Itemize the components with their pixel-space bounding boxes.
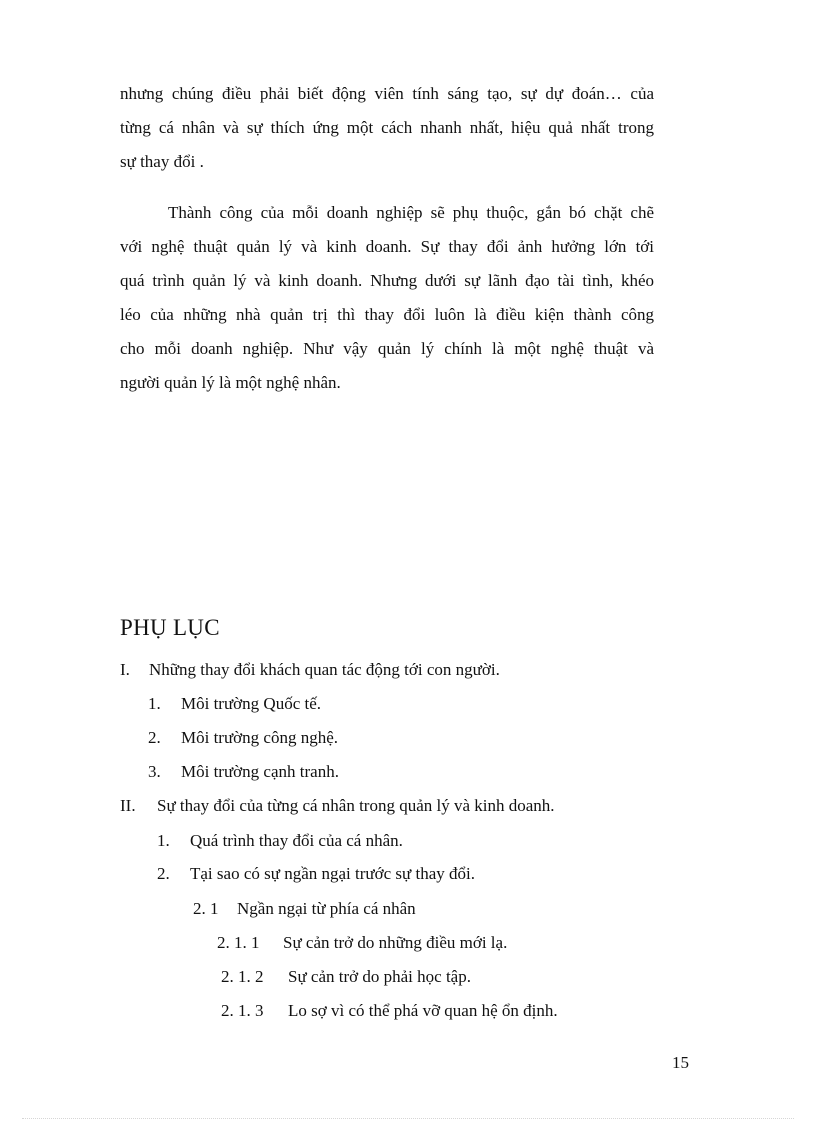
appendix-item-I-1 <box>148 692 321 716</box>
item-text: Những thay đổi khách quan tác động tới con người. <box>149 660 500 679</box>
item-number: II. <box>120 796 136 815</box>
paragraph-line: cho mỗi doanh nghiệp. Như vậy quản lý chính là một nghệ thuật và <box>120 339 654 358</box>
page-number: 15 <box>672 1053 689 1072</box>
paragraph-line: sự thay đổi . <box>120 152 204 171</box>
paragraph-line: quá trình quản lý và kinh doanh. Nhưng dưới sự lãnh đạo tài tình, khéo <box>120 271 654 290</box>
paragraph-line: léo của những nhà quản trị thì thay đổi luôn là điều kiện thành công <box>120 305 654 324</box>
body-paragraph-2 <box>120 196 654 400</box>
appendix-item-II-2 <box>157 862 475 886</box>
body-paragraph-1 <box>120 77 654 179</box>
item-number: 2. 1. 3 <box>221 1001 264 1020</box>
item-number: 2. <box>157 864 170 883</box>
item-number: 2. 1 <box>193 899 219 918</box>
item-number: 2. <box>148 728 161 747</box>
item-text: Sự thay đổi của từng cá nhân trong quản lý và kinh doanh. <box>157 796 555 815</box>
item-text: Sự cản trở do những điều mới lạ. <box>283 933 508 952</box>
paragraph-line: nhưng chúng điều phải biết động viên tính sáng tạo, sự dự đoán… của <box>120 84 654 103</box>
appendix-item-I <box>120 658 500 682</box>
paragraph-line: với nghệ thuật quản lý và kinh doanh. Sự thay đổi ảnh hưởng lớn tới <box>120 237 654 256</box>
item-text: Ngần ngại từ phía cá nhân <box>237 899 416 918</box>
appendix-item-I-2 <box>148 726 338 750</box>
item-text: Môi trường Quốc tế. <box>181 694 322 713</box>
item-number: 2. 1. 2 <box>221 967 264 986</box>
item-text: Tại sao có sự ngần ngại trước sự thay đổi. <box>190 864 475 883</box>
appendix-heading: PHỤ LỤC <box>120 615 220 640</box>
item-number: 1. <box>148 694 161 713</box>
appendix-item-II <box>120 794 555 818</box>
appendix-item-II-2-1-2 <box>221 965 471 989</box>
appendix-item-I-3 <box>148 760 339 784</box>
item-number: 1. <box>157 831 170 850</box>
item-text: Môi trường cạnh tranh. <box>181 762 339 781</box>
appendix-item-II-2-1-1 <box>217 931 507 955</box>
appendix-item-II-2-1-3 <box>221 999 558 1023</box>
item-number: I. <box>120 660 130 679</box>
paragraph-line: người quản lý là một nghệ nhân. <box>120 373 341 392</box>
item-number: 3. <box>148 762 161 781</box>
item-text: Lo sợ vì có thể phá vỡ quan hệ ổn định. <box>288 1001 558 1020</box>
item-text: Môi trường công nghệ. <box>181 728 339 747</box>
appendix-item-II-1 <box>157 829 403 853</box>
item-text: Quá trình thay đổi của cá nhân. <box>190 831 403 850</box>
paragraph-line: từng cá nhân và sự thích ứng một cách nhanh nhất, hiệu quả nhất trong <box>120 118 654 137</box>
footer-divider <box>22 1118 794 1119</box>
appendix-item-II-2-1 <box>193 897 416 921</box>
paragraph-line: Thành công của mỗi doanh nghiệp sẽ phụ thuộc, gắn bó chặt chẽ <box>168 203 654 222</box>
item-text: Sự cản trở do phải học tập. <box>288 967 471 986</box>
item-number: 2. 1. 1 <box>217 933 260 952</box>
